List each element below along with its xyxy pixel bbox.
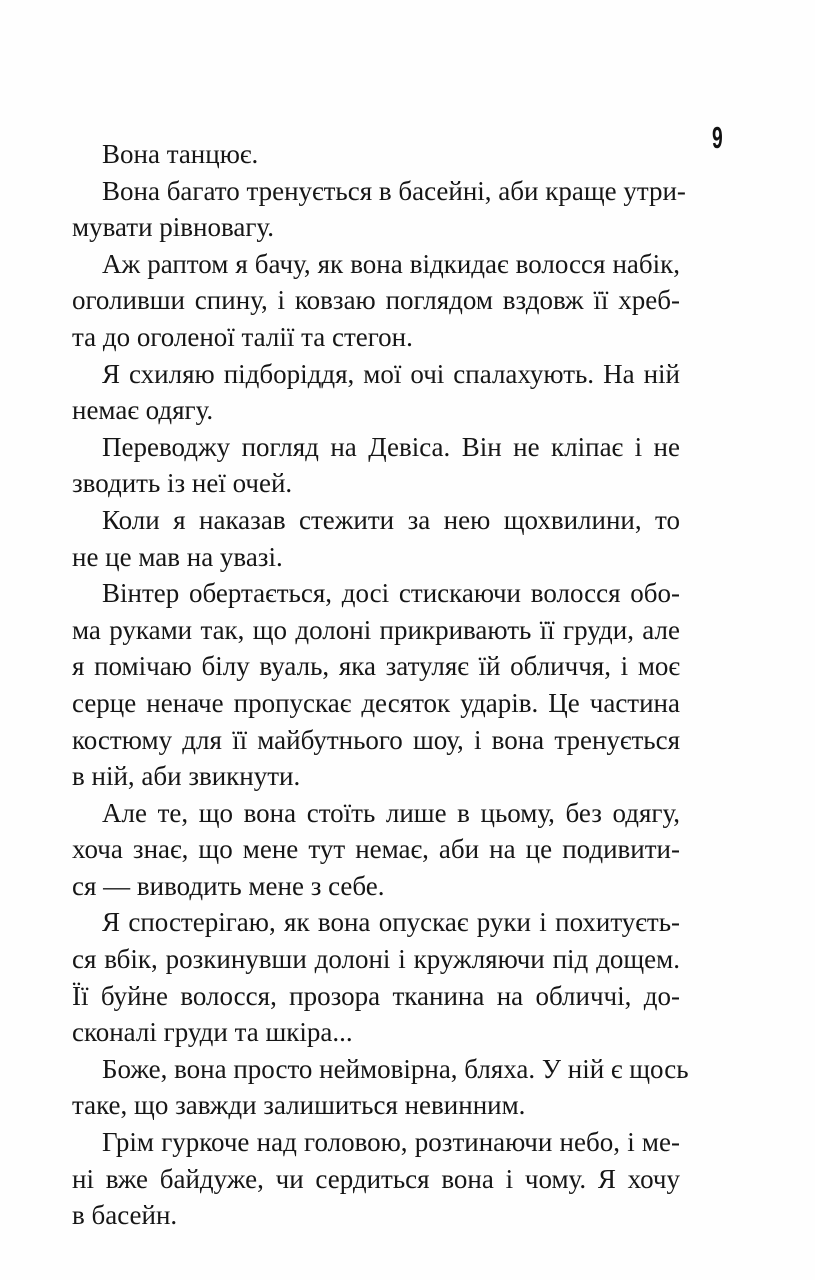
text-line: мувати рівновагу. <box>72 212 274 243</box>
page-number: 9 <box>712 120 723 155</box>
text-line: Але те, що вона стоїть лише в цьому, без одягу, <box>102 797 680 828</box>
text-line: ні вже байдуже, чи сердиться вона і чому. Я хочу <box>72 1163 680 1194</box>
text-line: Грім гуркоче над головою, розтинаючи небо, і ме- <box>102 1127 680 1158</box>
text-line: не це мав на увазі. <box>72 541 283 572</box>
text-line: Вона танцює. <box>102 139 259 169</box>
body-text <box>72 136 689 1234</box>
paragraph <box>72 904 680 1050</box>
paragraph <box>72 795 680 905</box>
paragraph <box>72 1124 680 1234</box>
text-line: оголивши спину, і ковзаю поглядом вздовж її хреб- <box>72 285 680 316</box>
paragraph <box>72 1051 689 1124</box>
text-line: ма руками так, що долоні прикривають її груди, але <box>72 614 680 645</box>
text-line: я помічаю білу вуаль, яка затуляє їй обличчя, і моє <box>72 651 680 682</box>
paragraph <box>72 173 686 246</box>
paragraph <box>72 356 680 429</box>
text-line: Аж раптом я бачу, як вона відкидає волосся набік, <box>102 248 680 279</box>
text-line: Я спостерігаю, як вона опускає руки і похитуєть- <box>102 907 680 938</box>
text-line: Коли я наказав стежити за нею щохвилини, то <box>102 504 680 535</box>
text-line: немає одягу. <box>72 395 214 426</box>
text-line: та до оголеної талії та стегон. <box>72 321 413 352</box>
paragraph <box>72 136 680 173</box>
text-line: Вона багато тренується в басейні, аби краще утри- <box>102 175 686 206</box>
text-line: Переводжу погляд на Девіса. Він не кліпає і не <box>102 431 680 462</box>
text-line: ся вбік, розкинувши долоні і кружляючи під дощем. <box>72 944 680 975</box>
text-line: Вінтер обертається, досі стискаючи волосся обо- <box>102 578 680 609</box>
text-line: ся — виводить мене з себе. <box>72 870 385 901</box>
text-line: таке, що завжди залишиться невинним. <box>72 1090 526 1121</box>
text-line: Боже, вона просто неймовірна, бляха. У ній є щось <box>102 1053 689 1084</box>
text-line: зводить із неї очей. <box>72 468 293 499</box>
text-line: серце неначе пропускає десяток ударів. Це частина <box>72 687 680 718</box>
text-line: сконалі груди та шкіра... <box>72 1017 353 1048</box>
paragraph <box>72 575 680 795</box>
text-line: в басейн. <box>72 1200 178 1231</box>
text-line: Її буйне волосся, прозора тканина на обличчі, до- <box>72 980 680 1011</box>
text-line: в ній, аби звикнути. <box>72 761 301 792</box>
paragraph <box>72 429 680 502</box>
text-line: Я схиляю підборіддя, мої очі спалахують. На ній <box>102 358 680 389</box>
text-line: костюму для її майбутнього шоу, і вона тренується <box>72 724 680 755</box>
text-line: хоча знає, що мене тут немає, аби на це подивити- <box>72 834 680 865</box>
paragraph <box>72 502 680 575</box>
paragraph <box>72 246 680 356</box>
